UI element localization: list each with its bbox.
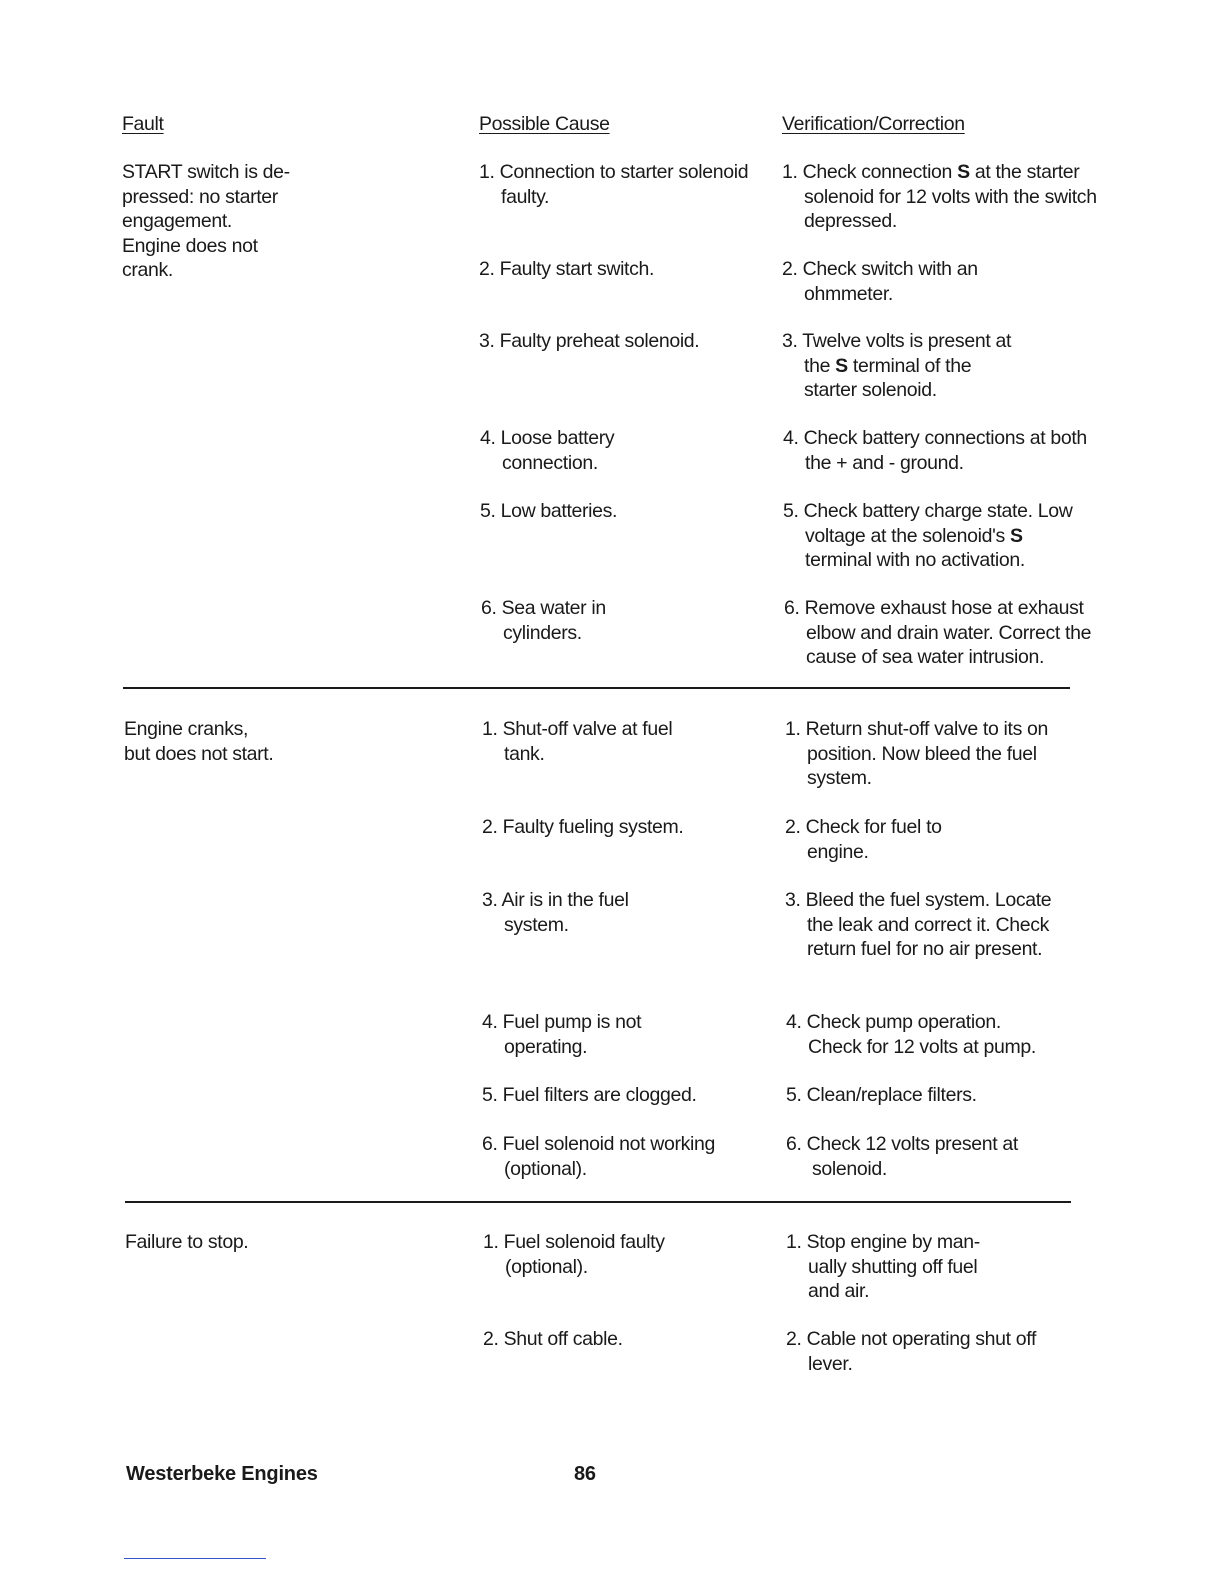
cause-item: 2. Faulty start switch. [479,258,655,280]
section-divider [125,1201,1071,1203]
verification-item: 6. Check 12 volts present at solenoid. [786,1133,1018,1180]
fault-engine-cranks [124,717,424,766]
fault-line: Engine cranks, [124,718,249,740]
cause-item: 1. Connection to starter solenoid faulty. [479,161,749,208]
verification-item: 6. Remove exhaust hose at exhaust elbow and drain water. Correct the cause of sea water intrusion. [784,597,1092,668]
cause-item: 2. Faulty fueling system. [482,816,684,838]
verification-item: 3. Twelve volts is present at the S terminal of the starter solenoid. [782,330,1012,401]
footer-page-number: 86 [574,1463,596,1485]
verification-item: 1. Check connection S at the starter solenoid for 12 volts with the switch depressed. [782,161,1097,232]
fault-line: engagement. [122,210,232,232]
fault-line: Failure to stop. [125,1231,249,1253]
verification-item: 5. Clean/replace filters. [786,1084,977,1106]
header-fault: Fault [122,113,164,135]
fault-failure-to-stop [125,1230,425,1255]
cause-item: 4. Loose battery connection. [480,427,615,474]
fault-line: but does not start. [124,742,274,765]
verification-item: 5. Check battery charge state. Low voltage at the solenoid's S terminal with no activation. [783,500,1073,571]
fault-line: pressed: no starter [122,185,278,208]
verification-item: 2. Check switch with an ohmmeter. [782,258,978,305]
verification-item: 2. Check for fuel to engine. [785,816,942,863]
cause-item: 5. Low batteries. [480,500,618,522]
verification-item: 4. Check pump operation. Check for 12 volts at pump. [786,1011,1036,1058]
cause-item: 5. Fuel filters are clogged. [482,1084,697,1106]
cause-item: 3. Faulty preheat solenoid. [479,330,700,352]
header-possible-cause: Possible Cause [479,113,610,135]
cause-item: 6. Fuel solenoid not working (optional). [482,1133,716,1180]
footer-company: Westerbeke Engines [126,1463,318,1485]
verification-item: 1. Return shut-off valve to its on position. Now bleed the fuel system. [785,718,1049,789]
bottom-edge-line [124,1558,266,1559]
cause-item: 6. Sea water in cylinders. [481,597,606,644]
verification-item: 4. Check battery connections at both the + and - ground. [783,427,1087,474]
verification-item: 3. Bleed the fuel system. Locate the leak and correct it. Check return fuel for no air present. [785,889,1052,960]
section-divider [123,687,1070,689]
cause-item: 4. Fuel pump is not operating. [482,1011,642,1058]
fault-line: START switch is de- [122,161,290,183]
cause-item: 1. Shut-off valve at fuel tank. [482,718,673,765]
cause-item: 2. Shut off cable. [483,1328,623,1350]
fault-line: Engine does not [122,234,258,257]
header-verification: Verification/Correction [782,113,965,135]
cause-item: 3. Air is in the fuel system. [482,889,629,936]
fault-start-switch [122,160,422,283]
cause-item: 1. Fuel solenoid faulty (optional). [483,1231,665,1278]
fault-line: crank. [122,259,174,281]
verification-item: 1. Stop engine by man- ually shutting off fuel and air. [786,1231,980,1302]
verification-item: 2. Cable not operating shut off lever. [786,1328,1037,1375]
